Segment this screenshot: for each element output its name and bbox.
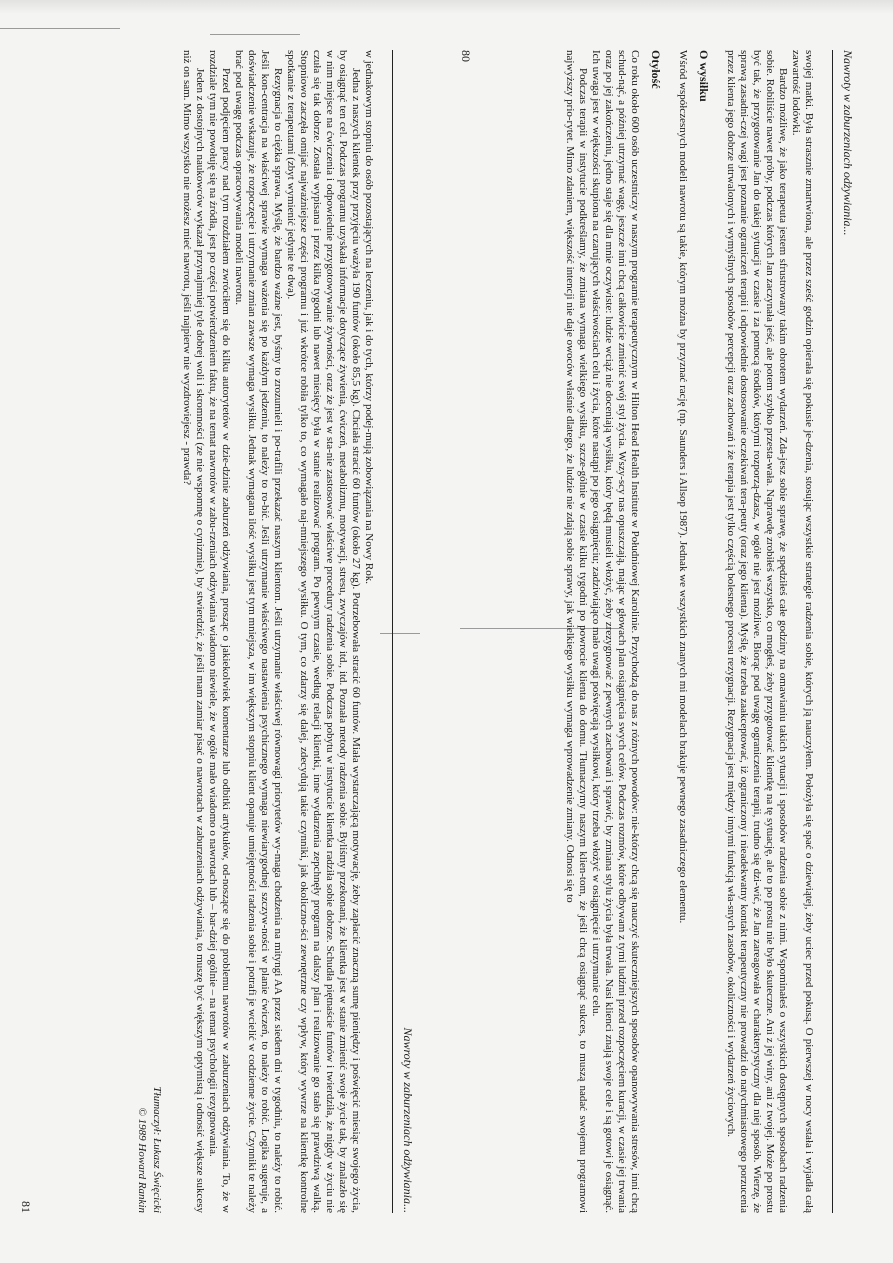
page-81: [10, 50, 415, 1213]
credits: [134, 50, 164, 1213]
copyright-notice: © 1989 Howard Rankin: [136, 1107, 148, 1213]
paragraph: Jeden z dostojnych naukowców wykazał przynajmniej tyle dobrej woli i skromności (ze nie wspomnę o cynizmie), by stwierdzić, że jeśli mam zamiar pisać o nawrotach w zaburzeniach odżywiania, to muszę być większym optymistą i odnosić większe sukcesy niż on sam. Mimo wszystko nie możesz mieć nawrotu, jeśli najpierw nie wyzdrowiejesz - prawda?: [181, 50, 206, 1213]
header-rule: [392, 50, 393, 1213]
page-80: [450, 50, 855, 1213]
scan-artifact-line: [0, 28, 120, 29]
scan-artifact-line: [210, 34, 300, 35]
page-81-body: [134, 50, 375, 1213]
paragraph: swojej matki. Była strasznie zmartwiona, ale przez sześć godzin opierała się pokusie je-dzenia, stosując wszystkie strategie radzenia sobie, których ją nauczyłem. Położyła się spać o dziewiątej, żeby uciec przed pokusą. O pierwszej w nocy wstała i wyjadła całą zawartość lodówki.: [790, 50, 815, 1213]
paragraph: Przed podjęciem pracy nad tym rozdziałem zwróciłem się do kilku autorytetów w dzie-dzinie zaburzeń odżywiania, prosząc o jakiekolwiek komentarze lub odbitki artykułów, od-noszące się do problemu nawrotów w zaburzeniach odżywiania. To, że w rozdziale tym nie powołuję się na źródła, jest po części potwierdzeniem faktu, że na temat nawrotów w zabu-rzeniach odżywiania wiadomo niewiele, że w ogóle mało wiadomo o nawrotach lub – bar-dziej ogólnie – na temat psychologii rezygnowania.: [207, 50, 232, 1213]
paragraph: Podczas terapii w instytucie podkreślamy, że zmiana wymaga wielkiego wysiłku, szcze-gólnie w czasie kilku tygodni po powrocie klienta do domu. Tłumaczymy naszym klien-tom, że jeśli chcą osiągnąć sukces, to muszą nadać swojemu programowi najwyższy prio-rytet. Mimo zdaniem, większość intencji nie daje owoców właśnie dlatego, że ludzie nie zdają sobie sprawy, jak wielkiego wysiłku wymaga wprowadzenie zmiany. Odnosi się to: [564, 50, 589, 1213]
page-number: 81: [19, 1201, 33, 1213]
translator-credit: Tłumaczył: Łukasz Święcicki: [151, 1086, 163, 1213]
running-header: Nawroty w zaburzeniach odżywiania...: [841, 50, 855, 236]
paragraph: Co roku około 600 osób uczestniczy w naszym programie terapeutycznym w Hilton Head Health Institute w Południowej Karolinie. Przychodzą do nas z różnych powodów: nie-którzy chcą się nauczyć skuteczniejszych sposobów opanowywania stresów, inni chcą schud-nąć, a później utrzymać wagę, jeszcze inni chcą całkowicie zmienić swój styl życia. Wszy-scy nas opuszczają, mając w głowach plan osiągnięcia swych celów. Podczas rozmów, które odbywam z tymi ludźmi przed rozpoczęciem kuracji, w czasie jej trwania oraz po jej zakończeniu, jedno staje się dla mnie oczywiste: ludzie wciąż nie doceniają wysiłku, który będą musieli włożyć, żeby zrezygnować z pewnych zachowań i sprawić, by zmiana stylu życia była trwała. Nasi klienci znają swoje cele i są gotowi je osiągnąć. Ich uwaga jest w większości skupiona na czarujących właściwościach celu i życia, które nastąpi po jego osiągnięciu; zadziwiająco mało uwagi poświęcają wysiłkowi, który trzeba włożyć w osiągnięcie i utrzymanie celu.: [590, 50, 641, 1213]
paragraph: w jednakowym stopniu do osób pozostających na leczeniu, jak i do tych, którzy podej-mują zobowiązania na Nowy Rok.: [363, 50, 375, 584]
scan-top-edge: [0, 0, 893, 14]
paragraph: Jedna z naszych klientek przy przyjęciu ważyła 190 funtów (około 85,5 kg). Chciała stracić 60 funtów (około 27 kg). Potrzebowała stracić 60 funtów. Miała wystarczającą motywację, żeby zapłacić znaczną sumę pieniędzy i poświęcić miesiąc swojego życia, by osiągnąć ten cel. Podczas programu uzyskała informacje dotyczące żywienia, ćwiczeń, metabolizmu, motywacji, stresu, zwyczajów itd., itd. Poznała metody radzenia sobie. Byliśmy przekonani, że klientka jest w stanie zmienić swoje życie tak, by znalazło się w nim miejsce na ćwiczenia i odpowiednie przygotowywanie żywności, oraz że jest w sta-nie zastosować właściwe procedury radzenia sobie. Podczas pobytu w instytucie klientka radziła sobie dobrze. Schudła piętnaście funtów i twierdziła, że nigdy w życiu nie czuła się tak dobrze. Została wypisana i przez kilka tygodni lub nawet miesięcy była w stanie realizować program. Po pewnym czasie, według relacji klientki, inne wydarzenia zepchnęły program na dalszy plan i realizowanie go stało się prawdziwą walką. Stopniowo zaczęła omijać najważniejsze części programu i już wkrótce robiła tylko to, co wymagało naj-mniejszego wysiłku. O tym, co zdarzy się dalej, zdecydują takie czynniki, jak okoliczno-ści zewnętrzne czy wpływ, który wywrze na klientkę kontrolne spotkanie z terapeutami (zbyt wymienić jedynie te dwa).: [285, 50, 362, 1213]
header-rule: [832, 50, 833, 1213]
running-header: Nawroty w zaburzeniach odżywiania...: [401, 1027, 415, 1213]
paragraph: Wśród współczesnych modeli nawrotu są takie, którym można by przyznać rację (np. Saunders i Allsop 1987). Jednak we wszystkich znanych mi modelach brakuje pewnego zasadniczego elementu.: [677, 50, 689, 924]
section-heading: Otyłość: [649, 50, 663, 89]
paragraph: Bardzo możliwe, że jako terapeuta jestem sfrustrowany takim obrotem wydarzeń. Zda-jesz sobie sprawę, że spędziłeś całe godziny na omawianiu takich sytuacji i sposobów radzenia sobie z nimi. Wspominałeś o wszystkich dostępnych sposobach radzenia sobie. Robiliście nawet próby, podczas których Jan zaczynała jeść, ale potem szybko przesta-wała. Naprawdę zrobiłeś wszystko, co mogłeś, żeby przygotować klientkę na tę sytuację, ale to po prostu nie było skuteczne. Ani z jej winy, ani z twojej. Może po prostu być tak, że przygotowanie Jan do takiej sytuacji w czasie i za pomocą środków, którymi rozporzą-dzasz, w ogóle nie jest możliwe. Biorąc pod uwagę ograniczenia terapii, trudno się dzi-wić, że Jan zareagowała w charakterystyczny dla niej sposób. Wierzę, że sprawą zasadni-czej wagi jest poznanie ograniczeń terapii i odpowiednie dostosowanie oczekiwań tera-peuty (oraz jego klienta). Myślę, że trzeba zaakceptować, iż ograniczony i nieadekwatny kontakt terapeutyczny nie prowadzi do natychmiastowego porzucenia przez klienta jego dobrze utrwalonych i wymyślnych sposobów percepcji oraz zachowań i że terapia jest tylko częścią bolesnego procesu rezygnacji. Rezygnacja jest między innymi funkcją wła-snych zasobów, okoliczności i wydarzeń życiowych.: [725, 50, 789, 1213]
page-80-body: [563, 50, 815, 1213]
page-number: 80: [459, 50, 473, 62]
paragraph: Rezygnacja to ciężka sprawa. Myślę, że bardzo ważne jest, byśmy to zrozumieli i po-trafili przekazać naszym klientom. Jeśli utrzymanie właściwej równowagi priorytetów wy-maga chodzenia na mityngi AA przez siedem dni w tygodniu, to należy to robić. Jeśli kon-centracja na właściwej sprawie wymaga ważenia się po każdym jedzeniu, to należy to ro-bić. Jeśli utrzymanie właściwego nastawienia psychicznego wymaga niewiarygodnej szczyw-ności w planie ćwiczeń, to należy to robić. Logika sugeruje, a doświadczenie wskazuje, że rozpoczęcie i utrzymanie zmian zawsze wymaga wysiłku. Jednak wymagana ilość wysiłku jest tym mniejsza, w im większym stopniu klient opanuje umiejętności radzenia sobie i potrafi je wcielić w codzienne życie. Czynniki te należy brać pod uwagę podczas opracowywania modeli nawrotu.: [233, 50, 284, 1213]
section-heading: O wysiłku: [697, 50, 711, 102]
